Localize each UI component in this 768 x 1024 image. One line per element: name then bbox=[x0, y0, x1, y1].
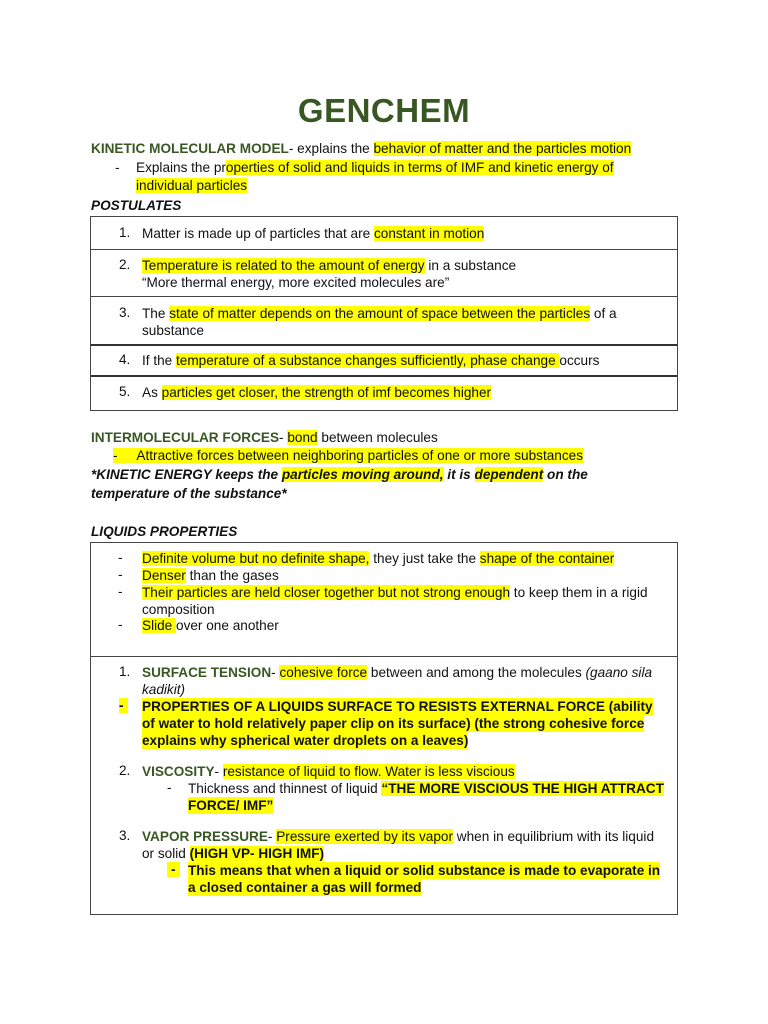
postulate-hl: state of matter depends on the amount of space between the particles bbox=[169, 306, 591, 321]
kmm-sub-line1 bbox=[136, 159, 614, 177]
st-hl: cohesive force bbox=[279, 665, 368, 680]
st-post: between and among the molecules bbox=[367, 665, 586, 680]
b1-hl: Definite volume but no definite shape, bbox=[142, 551, 370, 566]
postulates-table bbox=[90, 216, 678, 411]
postulate-text bbox=[142, 225, 484, 242]
st-bold3: explains why spherical water droplets on a leaves) bbox=[142, 733, 469, 748]
v-line1 bbox=[142, 763, 515, 780]
imf-term: INTERMOLECULAR FORCES bbox=[91, 430, 280, 445]
b3-post: to keep them in a rigid bbox=[510, 585, 648, 600]
postulate-post: occurs bbox=[559, 353, 600, 368]
v-sub-hl: “THE MORE VISCIOUS THE HIGH ATTRACT bbox=[381, 781, 664, 796]
b1-mid: they just take the bbox=[369, 551, 480, 566]
vp-line2-pre: or solid bbox=[142, 846, 190, 861]
b3-line2: composition bbox=[142, 602, 215, 617]
prop-num: 3. bbox=[119, 828, 131, 843]
postulate-text bbox=[142, 384, 491, 401]
bullet-dash: - bbox=[118, 550, 123, 565]
postulate-hl: Temperature is related to the amount of energy bbox=[142, 258, 425, 273]
page-title: GENCHEM bbox=[297, 92, 471, 129]
v-sub-hl2: FORCE/ IMF” bbox=[188, 798, 274, 813]
postulate-row bbox=[91, 249, 677, 296]
postulate-line2: “More thermal energy, more excited molecules are” bbox=[142, 275, 450, 290]
postulate-row bbox=[91, 217, 677, 249]
postulate-pre: Matter is made up of particles that are bbox=[142, 226, 374, 241]
liquids-bullets bbox=[91, 543, 677, 656]
postulate-row bbox=[91, 375, 677, 411]
vp-line2 bbox=[142, 845, 324, 862]
postulate-num: 2. bbox=[119, 257, 131, 272]
postulate-pre: As bbox=[142, 385, 162, 400]
st-dash: - bbox=[271, 665, 280, 680]
bullet-dash: - bbox=[118, 567, 123, 582]
v-dash: - bbox=[214, 764, 223, 779]
postulate-post: in a substance bbox=[424, 258, 517, 273]
st-bold1: PROPERTIES OF A LIQUIDS SURFACE TO RESISTS EXTERNAL FORCE (ability bbox=[142, 699, 653, 714]
postulate-hl: constant in motion bbox=[373, 226, 485, 241]
bullet-dash: - bbox=[118, 617, 123, 632]
postulate-num: 1. bbox=[119, 225, 131, 240]
liquid-bullet bbox=[142, 617, 279, 634]
imf-definition bbox=[91, 429, 438, 447]
postulates-heading: POSTULATES bbox=[91, 198, 182, 213]
kmm-sub-line2 bbox=[136, 177, 247, 195]
ke-post: on the bbox=[543, 467, 588, 482]
vp-post: when in equilibrium with its liquid bbox=[453, 829, 655, 844]
ke-mid: it is bbox=[443, 467, 475, 482]
postulate-text bbox=[142, 352, 599, 369]
kmm-sub-pre: Explains the pr bbox=[136, 160, 226, 175]
kmm-definition bbox=[91, 140, 631, 158]
postulate-line2: substance bbox=[142, 323, 204, 338]
v-term: VISCOSITY bbox=[142, 764, 215, 779]
vp-line1 bbox=[142, 828, 654, 845]
b2-hl: Denser bbox=[142, 568, 186, 583]
imf-dash: - bbox=[279, 430, 288, 445]
ke-line2: temperature of the substance* bbox=[91, 486, 287, 501]
st-italic: (gaano sila bbox=[585, 665, 653, 680]
postulate-hl: temperature of a substance changes sufficiently, phase change bbox=[176, 353, 560, 368]
v-sub-pre: Thickness and thinnest of liquid bbox=[188, 781, 382, 796]
kmm-term: KINETIC MOLECULAR MODEL bbox=[91, 141, 289, 156]
bullet-dash: - bbox=[118, 584, 123, 599]
liquid-bullet bbox=[142, 584, 648, 601]
ke-hl2: dependent bbox=[474, 467, 544, 482]
liquid-properties bbox=[91, 656, 677, 915]
ke-hl1: particles moving around, bbox=[281, 467, 444, 482]
postulate-num: 4. bbox=[119, 352, 131, 367]
kmm-dash: - explains the bbox=[288, 141, 374, 156]
st-italic2: kadikit) bbox=[142, 682, 186, 697]
postulate-pre: If the bbox=[142, 353, 177, 368]
vp-sub2: a closed container a gas will formed bbox=[188, 880, 422, 895]
imf-hl: bond bbox=[287, 430, 318, 445]
st-line1 bbox=[142, 664, 652, 681]
bullet-dash: - bbox=[113, 448, 118, 463]
postulate-row bbox=[91, 344, 677, 375]
vp-sub1: This means that when a liquid or solid substance is made to evaporate in bbox=[188, 863, 661, 878]
imf-post: between molecules bbox=[317, 430, 438, 445]
postulate-num: 3. bbox=[119, 305, 131, 320]
prop-num: 2. bbox=[119, 763, 131, 778]
imf-sub-line bbox=[113, 447, 583, 465]
ke-pre: *KINETIC ENERGY keeps the bbox=[91, 467, 282, 482]
vp-dash: - bbox=[267, 829, 277, 844]
v-hl: resistance of liquid to flow. Water is less viscious bbox=[222, 764, 515, 779]
b4-hl: Slide bbox=[142, 618, 177, 633]
vp-term: VAPOR PRESSURE bbox=[142, 829, 268, 844]
kmm-highlight: behavior of matter and the particles motion bbox=[373, 141, 632, 156]
imf-sub-highlight bbox=[113, 448, 583, 463]
b2-post: than the gases bbox=[185, 568, 279, 583]
prop-num: 1. bbox=[119, 664, 131, 679]
kmm-sub-bullet bbox=[115, 159, 120, 177]
postulate-row bbox=[91, 296, 677, 344]
b4-post: over one another bbox=[176, 618, 279, 633]
b1-hl2: shape of the container bbox=[479, 551, 615, 566]
postulate-num: 5. bbox=[119, 384, 131, 399]
imf-sub: Attractive forces between neighboring particles of one or more substances bbox=[136, 448, 583, 463]
postulate-text bbox=[142, 305, 617, 322]
postulate-hl: particles get closer, the strength of imf becomes higher bbox=[161, 385, 492, 400]
st-bold2: of water to hold relatively paper clip on its surface) (the strong cohesive force bbox=[142, 716, 645, 731]
postulate-text bbox=[142, 257, 516, 274]
liquids-heading: LIQUIDS PROPERTIES bbox=[91, 524, 238, 539]
b3-hl: Their particles are held closer together but not strong enough bbox=[142, 585, 511, 600]
ke-line1 bbox=[91, 466, 588, 484]
bullet-dash: - bbox=[119, 698, 128, 713]
vp-hl: Pressure exerted by its vapor bbox=[276, 829, 454, 844]
liquid-bullet bbox=[142, 550, 614, 567]
postulate-post: of a bbox=[590, 306, 617, 321]
vp-line2-bold: (HIGH VP- HIGH IMF) bbox=[189, 846, 325, 861]
kmm-sub-hl1: operties of solid and liquids in terms of IMF and kinetic energy of bbox=[225, 160, 614, 175]
bullet-dash: - bbox=[167, 862, 180, 877]
v-sub bbox=[188, 780, 664, 797]
bullet-dash: - bbox=[167, 780, 172, 795]
st-term: SURFACE TENSION bbox=[142, 665, 272, 680]
liquid-bullet bbox=[142, 567, 279, 584]
kmm-sub-hl2: individual particles bbox=[136, 178, 248, 193]
bullet-dash: - bbox=[115, 160, 120, 175]
postulate-pre: The bbox=[142, 306, 170, 321]
liquids-table bbox=[90, 542, 678, 915]
